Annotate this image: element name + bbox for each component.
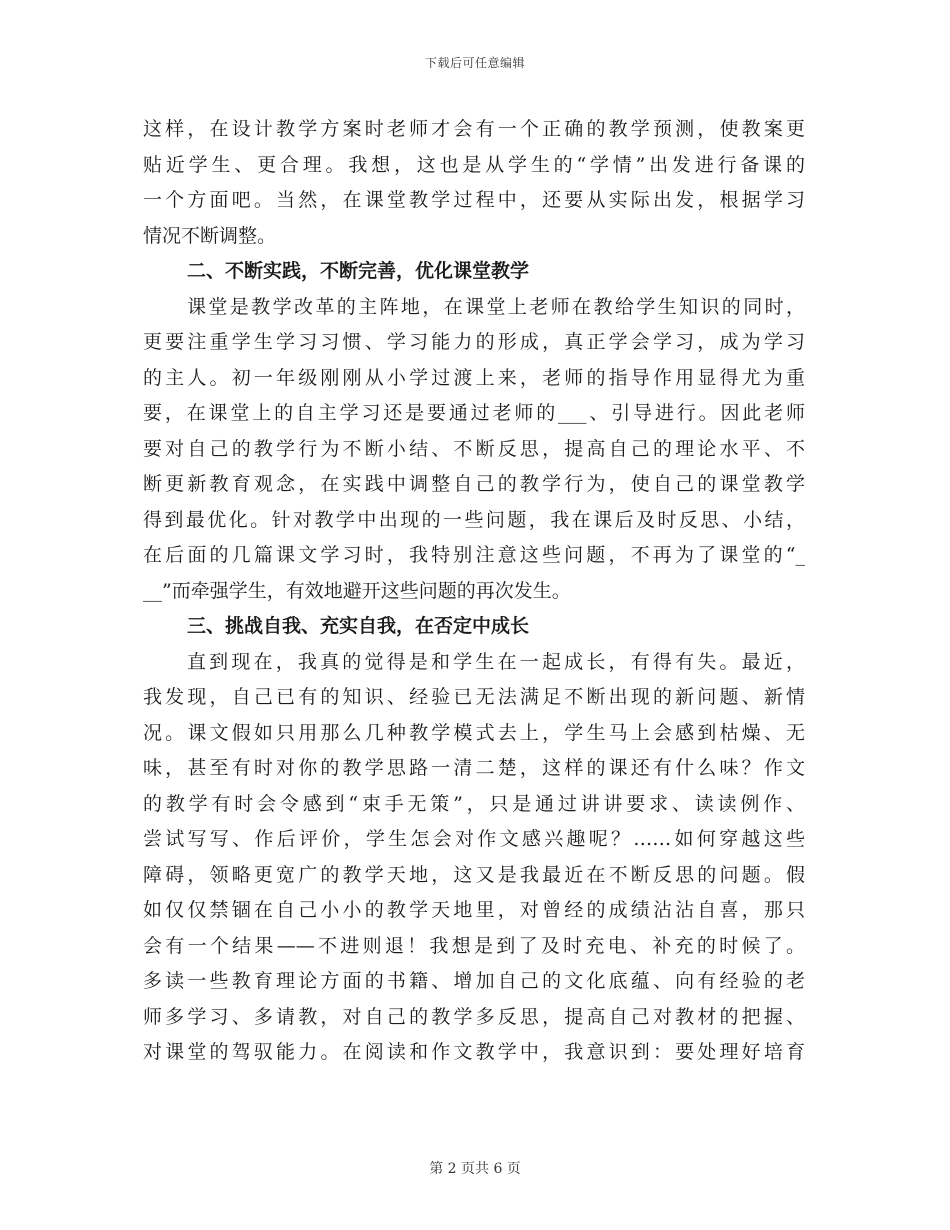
paragraph-line: 得到最优化。针对教学中出现的一些问题，我在课后及时反思、小结， xyxy=(143,508,805,531)
paragraph-line: 会有一个结果——不进则退！我想是到了及时充电、补充的时候了。 xyxy=(143,934,805,957)
paragraph-line: 一个方面吧。当然，在课堂教学过程中，还要从实际出发，根据学习 xyxy=(143,189,805,211)
section-heading: 三、挑战自我、充实自我，在否定中成长 xyxy=(187,615,530,637)
paragraph-line: 如仅仅禁锢在自己小小的教学天地里，对曾经的成绩沾沾自喜，那只 xyxy=(143,899,805,921)
paragraph-line: 直到现在，我真的觉得是和学生在一起成长，有得有失。最近， xyxy=(187,650,805,673)
paragraph-line: 断更新教育观念，在实践中调整自己的教学行为，使自己的课堂教学 xyxy=(143,473,805,495)
paragraph-line: 贴近学生、更合理。我想，这也是从学生的“学情”出发进行备课的 xyxy=(143,153,805,176)
document-body xyxy=(143,112,805,1071)
paragraph-line: 在后面的几篇课文学习时，我特别注意这些问题，不再为了课堂的“_ xyxy=(143,544,805,566)
paragraph-line: 对课堂的驾驭能力。在阅读和作文教学中，我意识到：要处理好培育 xyxy=(143,1041,805,1063)
paragraph-line: 课堂是教学改革的主阵地，在课堂上老师在教给学生知识的同时， xyxy=(187,295,805,318)
paragraph-line: 尝试写写、作后评价，学生怎会对作文感兴趣呢？……如何穿越这些 xyxy=(143,828,805,850)
paragraph-line: 障碍，领略更宽广的教学天地，这又是我最近在不断反思的问题。假 xyxy=(143,863,805,886)
paragraph-line: 味，甚至有时对你的教学思路一清二楚，这样的课还有什么味？作文 xyxy=(143,757,805,779)
paragraph-line: 情况不断调整。 xyxy=(143,224,277,247)
paragraph-line: 的教学有时会令感到“束手无策”，只是通过讲讲要求、读读例作、 xyxy=(143,792,805,815)
paragraph-line: 我发现，自己已有的知识、经验已无法满足不断出现的新问题、新情 xyxy=(143,686,805,708)
section-heading: 二、不断实践，不断完善，优化课堂教学 xyxy=(187,260,530,282)
paragraph-line: 这样，在设计教学方案时老师才会有一个正确的教学预测，使教案更 xyxy=(143,118,805,140)
page-footer: 第 2 页共 6 页 xyxy=(429,1161,521,1177)
paragraph-line: 要对自己的教学行为不断小结、不断反思，提高自己的理论水平、不 xyxy=(143,437,805,460)
paragraph-line: 的主人。初一年级刚刚从小学过渡上来，老师的指导作用显得尤为重 xyxy=(143,366,805,389)
page-header: 下载后可任意编辑 xyxy=(424,56,525,70)
paragraph-line: 师多学习、多请教，对自己的教学多反思，提高自己对教材的把握、 xyxy=(143,1005,805,1028)
paragraph-line: 更要注重学生学习习惯、学习能力的形成，真正学会学习，成为学习 xyxy=(143,331,805,353)
paragraph-line: 况。课文假如只用那么几种教学模式去上，学生马上会感到枯燥、无 xyxy=(143,721,805,744)
paragraph-line: 多读一些教育理论方面的书籍、增加自己的文化底蕴、向有经验的老 xyxy=(143,970,805,992)
paragraph-line: 要，在课堂上的自主学习还是要通过老师的___、引导进行。因此老师 xyxy=(143,402,805,424)
paragraph-line: __”而牵强学生，有效地避开这些问题的再次发生。 xyxy=(143,579,571,602)
